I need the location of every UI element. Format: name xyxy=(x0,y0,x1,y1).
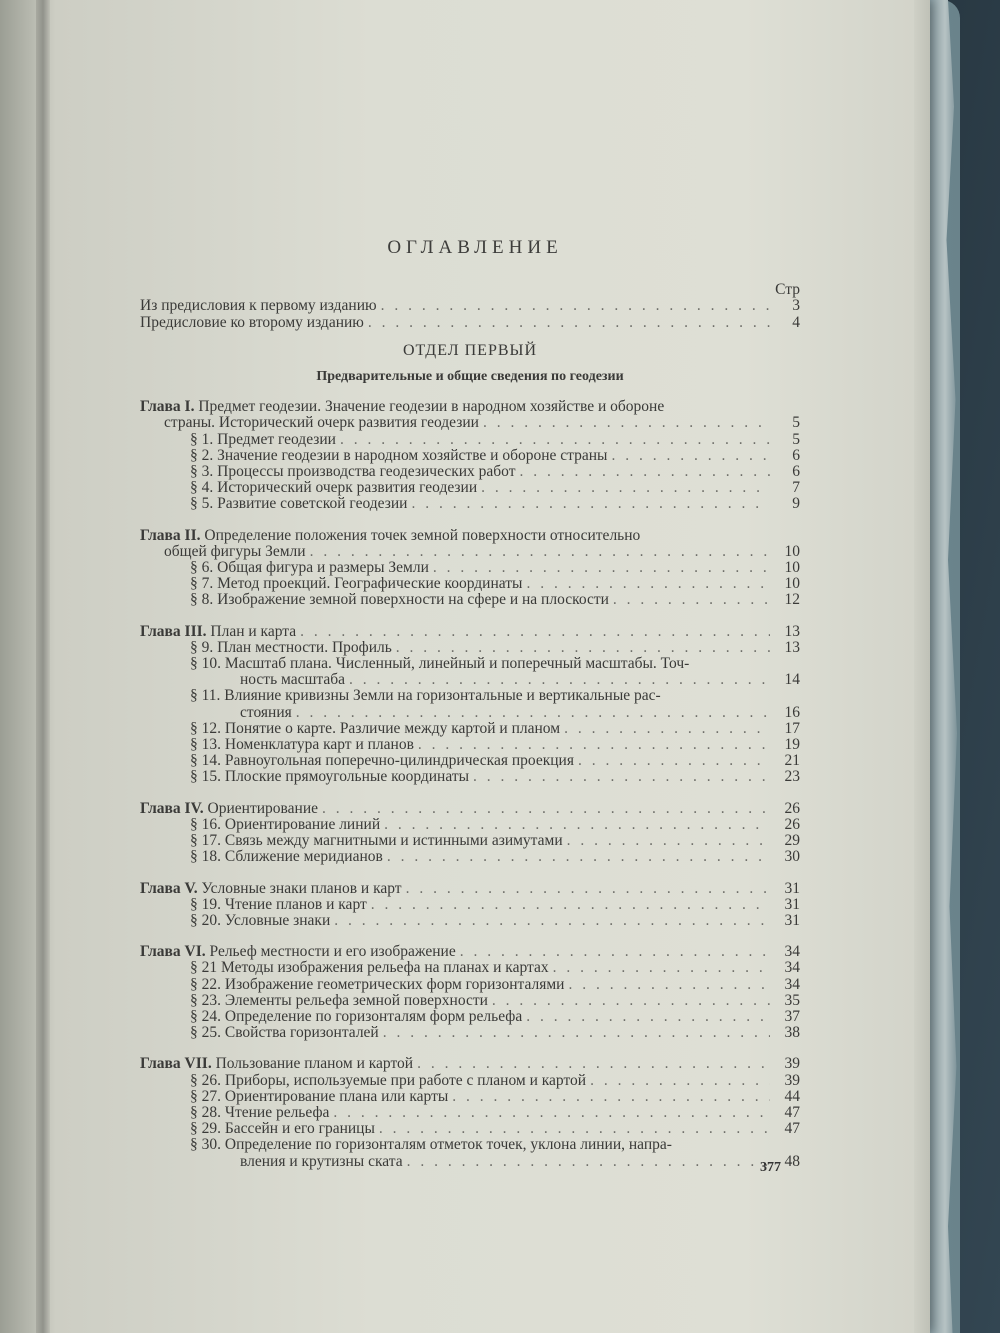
entry-page: 17 xyxy=(784,719,800,737)
leader-dots xyxy=(568,977,770,993)
page-number: 377 xyxy=(760,1160,781,1175)
section-entry xyxy=(140,833,800,849)
section-entry xyxy=(140,737,800,753)
leader-dots xyxy=(368,315,770,331)
leader-dots xyxy=(411,496,770,512)
entry-page: 39 xyxy=(784,1055,800,1073)
entry-page: 19 xyxy=(784,736,800,754)
entry-text: § 26. Приборы, используемые при работе с планом и картой xyxy=(190,1071,587,1089)
leader-dots xyxy=(387,849,770,865)
leader-dots xyxy=(407,1154,770,1170)
leader-dots xyxy=(383,1025,770,1041)
entry-text: § 27. Ориентирование плана или карты xyxy=(190,1087,449,1105)
leader-dots xyxy=(296,705,770,721)
entry-text: § 1. Предмет геодезии xyxy=(190,430,336,448)
entry-page: 5 xyxy=(792,430,800,448)
leader-dots xyxy=(322,801,770,817)
entry-page: 16 xyxy=(784,703,800,721)
entry-text: § 16. Ориентирование линий xyxy=(190,815,381,833)
leader-dots xyxy=(433,560,770,576)
entry-page: 44 xyxy=(784,1087,800,1105)
entry-text: § 21 Методы изображения рельефа на планах и картах xyxy=(190,959,549,977)
entry-text: § 22. Изображение геометрических форм горизонталями xyxy=(190,975,565,993)
entry-text: § 5. Развитие советской геодезии xyxy=(190,495,408,513)
leader-dots xyxy=(310,544,770,560)
entry-page: 13 xyxy=(784,638,800,656)
chapter-title: Предмет геодезии. Значение геодезии в народном хозяйстве и обороне xyxy=(194,398,665,416)
section-entry-cont xyxy=(140,705,800,721)
section-entry: § 30. Определение по горизонталям отметок точек, уклона линии, напра- xyxy=(190,1136,672,1154)
chapter-block xyxy=(140,1056,800,1169)
chapter-label: Глава IV. xyxy=(140,799,204,817)
section-entry-cont xyxy=(140,672,800,688)
entry-text: § 28. Чтение рельефа xyxy=(190,1103,330,1121)
entry-page: 48 xyxy=(784,1152,800,1170)
chapter-title: Глава IV. Ориентирование xyxy=(140,799,318,817)
chapter-block xyxy=(140,528,800,609)
entry-page: 26 xyxy=(784,799,800,817)
leader-dots xyxy=(300,624,770,640)
entry-page: 3 xyxy=(792,297,800,315)
entry-text: § 8. Изображение земной поверхности на сфере и на плоскости xyxy=(190,591,609,609)
entry-page: 34 xyxy=(784,975,800,993)
entry-text: общей фигуры Земли xyxy=(164,542,306,560)
section-entry xyxy=(140,576,800,592)
entry-text: § 25. Свойства горизонталей xyxy=(190,1024,379,1042)
leader-dots xyxy=(396,640,770,656)
front-entry xyxy=(140,298,800,314)
part-subtitle: Предварительные и общие сведения по геодезии xyxy=(316,369,624,385)
chapter-block xyxy=(140,944,800,1041)
chapter-title: Глава III. План и карта xyxy=(140,622,297,640)
section-entry xyxy=(140,721,800,737)
entry-page: 6 xyxy=(792,463,800,481)
leader-dots xyxy=(526,1009,770,1025)
entry-page: 47 xyxy=(784,1120,800,1138)
entry-text: § 29. Бассейн и его границы xyxy=(190,1120,375,1138)
section-entry xyxy=(140,913,800,929)
entry-page: 13 xyxy=(784,622,800,640)
entry-text: § 9. План местности. Профиль xyxy=(190,638,392,656)
entry-page: 34 xyxy=(784,959,800,977)
leader-dots xyxy=(371,897,770,913)
chapter-label: Глава VI. xyxy=(140,943,206,961)
leader-dots xyxy=(333,1105,770,1121)
chapter-heading xyxy=(140,801,800,817)
chapter-title: Глава VII. Пользование планом и картой xyxy=(140,1055,414,1073)
toc-title: ОГЛАВЛЕНИЕ xyxy=(387,237,563,258)
section-entry xyxy=(140,753,800,769)
entry-page: 9 xyxy=(792,495,800,513)
entry-page: 26 xyxy=(784,815,800,833)
entry-text: § 4. Исторический очерк развития геодезии xyxy=(190,479,478,497)
entry-text: § 6. Общая фигура и размеры Земли xyxy=(190,559,429,577)
entry-text: § 18. Сближение меридианов xyxy=(190,848,383,866)
entry-text: § 19. Чтение планов и карт xyxy=(190,895,367,913)
leader-dots xyxy=(613,592,770,608)
section-entry xyxy=(140,769,800,785)
entry-page: 39 xyxy=(784,1071,800,1089)
entry-page: 30 xyxy=(784,848,800,866)
leader-dots xyxy=(384,817,770,833)
chapter-block xyxy=(140,624,800,786)
entry-text: § 14. Равноугольная поперечно-цилиндрическая проекция xyxy=(190,752,574,770)
chapter-heading xyxy=(140,399,800,415)
entry-text: Из предисловия к первому изданию xyxy=(140,297,377,315)
entry-text: стояния xyxy=(240,703,292,721)
section-entry xyxy=(140,1009,800,1025)
section-entry: § 10. Масштаб плана. Численный, линейный и поперечный масштабы. Точ- xyxy=(190,655,690,673)
chapter-label: Глава V. xyxy=(140,879,198,897)
part-title: ОТДЕЛ ПЕРВЫЙ xyxy=(402,341,538,359)
leader-dots xyxy=(349,672,770,688)
section-entry xyxy=(140,817,800,833)
chapter-heading-cont xyxy=(140,415,800,431)
entry-text: § 15. Плоские прямоугольные координаты xyxy=(190,768,470,786)
chapter-list xyxy=(140,399,800,1170)
leader-dots xyxy=(379,1121,770,1137)
section-entry: § 11. Влияние кривизны Земли на горизонтальные и вертикальные рас- xyxy=(190,687,661,705)
entry-page: 35 xyxy=(784,991,800,1009)
leader-dots xyxy=(481,480,770,496)
leader-dots xyxy=(520,464,771,480)
section-entry xyxy=(140,897,800,913)
chapter-heading xyxy=(140,881,800,897)
chapter-title: Глава VI. Рельеф местности и его изображение xyxy=(140,943,456,961)
chapter-block xyxy=(140,881,800,930)
front-entry xyxy=(140,315,800,331)
entry-page: 6 xyxy=(792,446,800,464)
chapter-block xyxy=(140,399,800,512)
entry-text: § 7. Метод проекций. Географические координаты xyxy=(190,575,523,593)
chapter-title: Глава V. Условные знаки планов и карт xyxy=(140,879,402,897)
leader-dots xyxy=(406,881,770,897)
leader-dots xyxy=(334,913,770,929)
entry-text: § 20. Условные знаки xyxy=(190,911,331,929)
entry-text: § 2. Значение геодезии в народном хозяйстве и обороне страны xyxy=(190,446,608,464)
leader-dots xyxy=(460,944,770,960)
section-entry xyxy=(140,1089,800,1105)
chapter-title: Определение положения точек земной поверхности относительно xyxy=(200,526,641,544)
leader-dots xyxy=(452,1089,770,1105)
leader-dots xyxy=(340,432,770,448)
section-entry xyxy=(140,1025,800,1041)
entry-page: 47 xyxy=(784,1103,800,1121)
entry-page: 31 xyxy=(784,911,800,929)
entry-page: 31 xyxy=(784,879,800,897)
section-entry xyxy=(140,1105,800,1121)
entry-page: 31 xyxy=(784,895,800,913)
entry-text: страны. Исторический очерк развития геодезии xyxy=(164,414,479,432)
leader-dots xyxy=(526,576,770,592)
section-entry xyxy=(140,432,800,448)
leader-dots xyxy=(492,993,770,1009)
section-entry xyxy=(140,464,800,480)
entry-page: 21 xyxy=(784,752,800,770)
entry-text: § 23. Элементы рельефа земной поверхности xyxy=(190,991,488,1009)
leader-dots xyxy=(483,415,770,431)
entry-text: § 13. Номенклатура карт и планов xyxy=(190,736,414,754)
chapter-heading xyxy=(140,944,800,960)
entry-text: § 12. Понятие о карте. Различие между картой и планом xyxy=(190,719,561,737)
chapter-label: Глава III. xyxy=(140,622,207,640)
leader-dots xyxy=(564,721,770,737)
chapter-label: Глава VII. xyxy=(140,1055,212,1073)
section-entry-cont xyxy=(140,1154,800,1170)
entry-page: 10 xyxy=(784,575,800,593)
entry-page: 29 xyxy=(784,832,800,850)
chapter-block xyxy=(140,801,800,866)
entry-text: Предисловие ко второму изданию xyxy=(140,313,364,331)
leader-dots xyxy=(567,833,770,849)
section-entry xyxy=(140,560,800,576)
entry-text: § 17. Связь между магнитными и истинными азимутами xyxy=(190,832,563,850)
section-entry xyxy=(140,977,800,993)
table-of-contents xyxy=(140,237,800,1185)
entry-text: § 24. Определение по горизонталям форм рельефа xyxy=(190,1007,523,1025)
chapter-label: Глава II. xyxy=(140,526,201,544)
section-entry xyxy=(140,1073,800,1089)
entry-page: 14 xyxy=(784,671,800,689)
entry-page: 37 xyxy=(784,1007,800,1025)
section-entry xyxy=(140,640,800,656)
section-entry xyxy=(140,480,800,496)
page-column-header: Стр xyxy=(775,281,800,299)
section-entry xyxy=(140,993,800,1009)
leader-dots xyxy=(553,960,770,976)
entry-page: 34 xyxy=(784,943,800,961)
entry-text: § 3. Процессы производства геодезических работ xyxy=(190,463,516,481)
chapter-heading xyxy=(140,1056,800,1072)
leader-dots xyxy=(417,1056,770,1072)
entry-page: 4 xyxy=(792,313,800,331)
section-entry xyxy=(140,1121,800,1137)
book-gutter xyxy=(36,0,50,1333)
entry-page: 10 xyxy=(784,542,800,560)
section-entry xyxy=(140,448,800,464)
section-entry xyxy=(140,592,800,608)
leader-dots xyxy=(578,753,770,769)
leader-dots xyxy=(418,737,770,753)
entry-text: вления и крутизны ската xyxy=(240,1152,403,1170)
section-entry xyxy=(140,960,800,976)
chapter-heading-cont xyxy=(140,544,800,560)
front-matter-list xyxy=(140,298,800,330)
leader-dots xyxy=(590,1073,770,1089)
section-entry xyxy=(140,496,800,512)
entry-page: 12 xyxy=(784,591,800,609)
chapter-heading xyxy=(140,528,800,544)
entry-page: 23 xyxy=(784,768,800,786)
leader-dots xyxy=(611,448,770,464)
section-entry xyxy=(140,849,800,865)
entry-page: 5 xyxy=(792,414,800,432)
entry-page: 10 xyxy=(784,559,800,577)
entry-page: 38 xyxy=(784,1024,800,1042)
chapter-label: Глава I. xyxy=(140,398,195,416)
entry-page: 7 xyxy=(792,479,800,497)
chapter-heading xyxy=(140,624,800,640)
leader-dots xyxy=(473,769,770,785)
leader-dots xyxy=(381,298,770,314)
entry-text: ность масштаба xyxy=(240,671,346,689)
page-edge xyxy=(914,0,930,1333)
